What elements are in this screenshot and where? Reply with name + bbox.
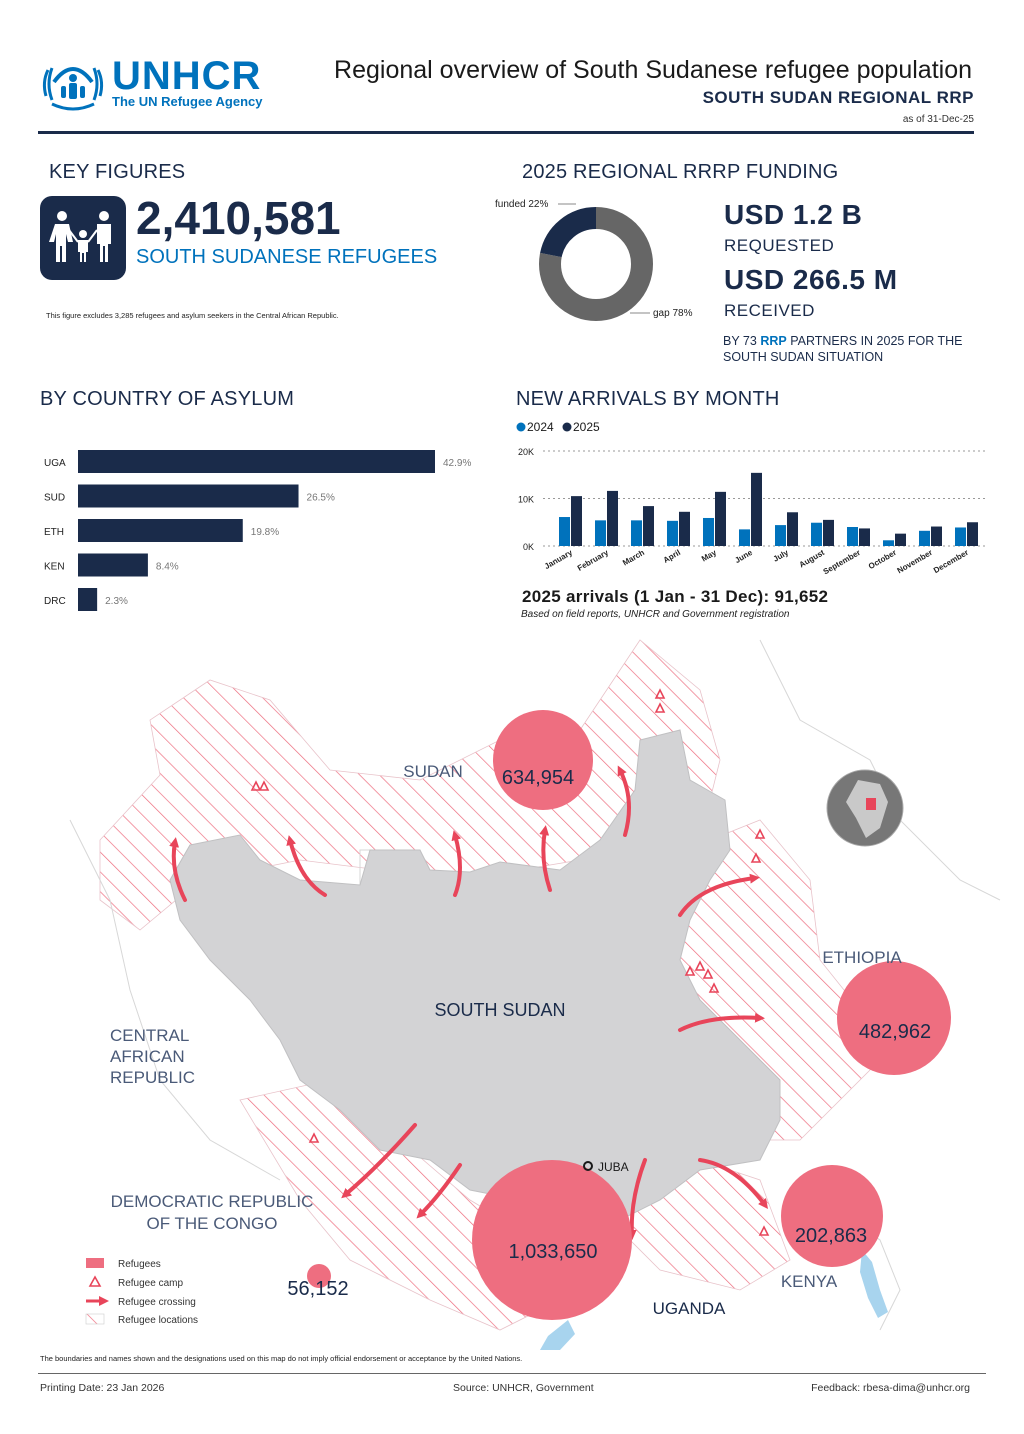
arrivals-bar-2025-december — [967, 522, 978, 546]
printing-date: Printing Date: 23 Jan 2026 — [40, 1382, 165, 1394]
country-bar-uga — [78, 450, 435, 473]
unhcr-emblem-icon — [40, 52, 106, 112]
arrivals-bar-2024-july — [775, 525, 786, 546]
country-tick-ken: KEN — [44, 561, 65, 573]
label-kenya: KENYA — [780, 1272, 838, 1291]
arrivals-bar-2024-may — [703, 518, 714, 546]
legend-locations: Refugee locations — [118, 1315, 199, 1326]
legend-crossing: Refugee crossing — [118, 1297, 196, 1308]
arrivals-month-label: March — [621, 547, 646, 568]
header-divider — [38, 131, 974, 134]
arrivals-month-label: September — [821, 547, 862, 577]
country-tick-uga: UGA — [44, 458, 66, 469]
arrivals-bar-2025-june — [751, 473, 762, 546]
arrivals-ytick: 20K — [517, 447, 534, 457]
bubble-value-uganda: 1,033,650 — [508, 1241, 598, 1263]
arrivals-bar-2025-april — [679, 512, 690, 546]
country-bar-drc — [78, 588, 97, 611]
arrivals-month-label: October — [866, 547, 898, 572]
legend-label-2025: 2025 — [573, 420, 600, 434]
country-bar-sud — [78, 485, 299, 508]
key-figures-heading: KEY FIGURES — [49, 161, 186, 183]
label-ethiopia: ETHIOPIA — [822, 948, 902, 967]
legend-camp: Refugee camp — [118, 1278, 184, 1289]
arrivals-bar-2024-december — [955, 527, 966, 546]
country-chart-heading: BY COUNTRY OF ASYLUM — [40, 388, 295, 410]
requested-amount: USD 1.2 B — [724, 199, 863, 230]
total-refugees-number: 2,410,581 — [136, 192, 341, 244]
map-legend — [86, 1258, 198, 1326]
arrivals-source: Based on field reports, UNHCR and Government registration — [521, 609, 790, 620]
arrivals-bar-2024-march — [631, 520, 642, 546]
page-subtitle: SOUTH SUDAN REGIONAL RRP — [702, 88, 974, 107]
funding-note-pre: BY 73 — [723, 334, 761, 348]
arrivals-bar-2025-january — [571, 496, 582, 546]
arrivals-month-label: April — [661, 547, 682, 565]
arrivals-chart-heading: NEW ARRIVALS BY MONTH — [516, 388, 780, 410]
funding-partners-note — [723, 333, 983, 365]
country-value-uga: 42.9% — [443, 458, 472, 469]
legend-camp-icon — [90, 1277, 100, 1286]
arrivals-month-label: May — [700, 547, 718, 564]
arrivals-bar-2025-may — [715, 492, 726, 546]
logo-name: UNHCR — [112, 54, 262, 98]
label-uganda: UGANDA — [652, 1299, 726, 1318]
label-drc-line1: DEMOCRATIC REPUBLIC — [110, 1192, 314, 1211]
label-drc-line2: OF THE CONGO — [146, 1214, 278, 1233]
label-south-sudan: SOUTH SUDAN — [434, 1000, 566, 1020]
funded-label: funded 22% — [495, 199, 549, 210]
capital-label: JUBA — [598, 1160, 629, 1174]
arrivals-bar-2025-march — [643, 506, 654, 546]
as-of-date: as of 31-Dec-25 — [902, 114, 974, 125]
arrivals-bar-2025-february — [607, 491, 618, 546]
lake-albert — [540, 1320, 575, 1350]
funding-note-rrp: RRP — [760, 334, 787, 348]
country-of-asylum-chart — [40, 440, 500, 620]
map-disclaimer: The boundaries and names shown and the designations used on this map do not imply official endorsement or acceptance by the United Nations. — [40, 1354, 523, 1363]
bubble-value-sudan: 634,954 — [501, 767, 575, 789]
page-title: Regional overview of South Sudanese refugee population — [334, 56, 972, 84]
arrivals-month-label: January — [542, 547, 574, 572]
data-source: Source: UNHCR, Government — [453, 1382, 594, 1394]
arrivals-month-label: November — [895, 547, 934, 576]
arrivals-bar-2025-july — [787, 512, 798, 546]
legend-dot-2024 — [517, 423, 526, 432]
arrivals-bar-2024-june — [739, 529, 750, 546]
arrivals-month-label: August — [797, 547, 826, 570]
country-bar-eth — [78, 519, 243, 542]
arrivals-bar-2024-february — [595, 520, 606, 546]
arrivals-bar-2024-august — [811, 523, 822, 546]
label-sudan: SUDAN — [403, 762, 463, 781]
arrivals-month-label: June — [733, 547, 754, 566]
bubble-value-kenya: 202,863 — [794, 1225, 868, 1247]
funding-heading: 2025 REGIONAL RRRP FUNDING — [522, 161, 839, 183]
arrivals-bar-2025-october — [895, 534, 906, 546]
key-figures-footnote: This figure excludes 3,285 refugees and asylum seekers in the Central African Republic. — [46, 311, 339, 320]
arrivals-month-label: July — [771, 547, 790, 564]
arrivals-bar-2025-september — [859, 528, 870, 546]
legend-locations-swatch — [86, 1314, 104, 1324]
logo-tagline: The UN Refugee Agency — [112, 94, 263, 109]
arrivals-ytick: 0K — [522, 542, 534, 552]
family-icon — [40, 196, 126, 280]
country-value-eth: 19.8% — [250, 527, 280, 538]
legend-label-2024: 2024 — [527, 420, 554, 434]
feedback-email[interactable]: Feedback: rbesa-dima@unhcr.org — [811, 1382, 970, 1394]
country-tick-eth: ETH — [44, 527, 64, 538]
country-value-drc: 2.3% — [105, 596, 128, 607]
bubble-kenya — [781, 1165, 883, 1267]
bubble-sudan — [493, 710, 593, 810]
label-car-line1: CENTRAL — [110, 1026, 190, 1045]
received-amount: USD 266.5 M — [724, 264, 898, 295]
total-refugees-label: SOUTH SUDANESE REFUGEES — [136, 246, 438, 268]
gap-label: gap 78% — [653, 308, 693, 319]
country-value-sud: 26.5% — [306, 492, 335, 504]
arrivals-total: 2025 arrivals (1 Jan - 31 Dec): 91,652 — [522, 587, 829, 606]
bubble-value-drc: 56,152 — [287, 1278, 349, 1300]
legend-refugees-swatch — [86, 1258, 104, 1268]
label-car-line2: AFRICAN — [110, 1047, 185, 1066]
unhcr-logo — [40, 52, 280, 112]
arrivals-bar-2025-november — [931, 527, 942, 546]
country-value-ken: 8.4% — [155, 561, 179, 573]
country-tick-drc: DRC — [44, 596, 66, 607]
footer-divider — [38, 1373, 986, 1374]
funding-donut-chart — [494, 190, 714, 330]
label-car-line3: REPUBLIC — [110, 1068, 196, 1087]
bubble-uganda — [472, 1160, 632, 1320]
arrivals-bar-2024-november — [919, 531, 930, 546]
arrivals-bar-2024-october — [883, 540, 894, 546]
arrivals-bar-2024-september — [847, 527, 858, 546]
lake-turkana — [860, 1250, 888, 1318]
legend-dot-2025 — [563, 423, 572, 432]
location-globe-icon — [827, 770, 903, 846]
country-bar-ken — [78, 554, 148, 577]
received-label: RECEIVED — [724, 301, 815, 320]
new-arrivals-chart — [510, 418, 990, 588]
arrivals-month-label: December — [931, 547, 970, 576]
refugee-map — [0, 630, 1024, 1350]
country-tick-sud: SUD — [44, 492, 66, 504]
arrivals-month-label: February — [575, 547, 610, 573]
arrivals-ytick: 10K — [517, 494, 534, 505]
bubble-ethiopia — [837, 961, 951, 1075]
legend-refugees: Refugees — [118, 1259, 161, 1270]
requested-label: REQUESTED — [724, 236, 835, 255]
arrivals-bar-2025-august — [823, 520, 834, 546]
funding-note-post: PARTNERS IN 2025 FOR THE SOUTH SUDAN SITUATION — [723, 334, 963, 364]
arrivals-bar-2024-january — [559, 517, 570, 546]
arrivals-bar-2024-april — [667, 521, 678, 546]
bubble-value-ethiopia: 482,962 — [858, 1021, 932, 1043]
